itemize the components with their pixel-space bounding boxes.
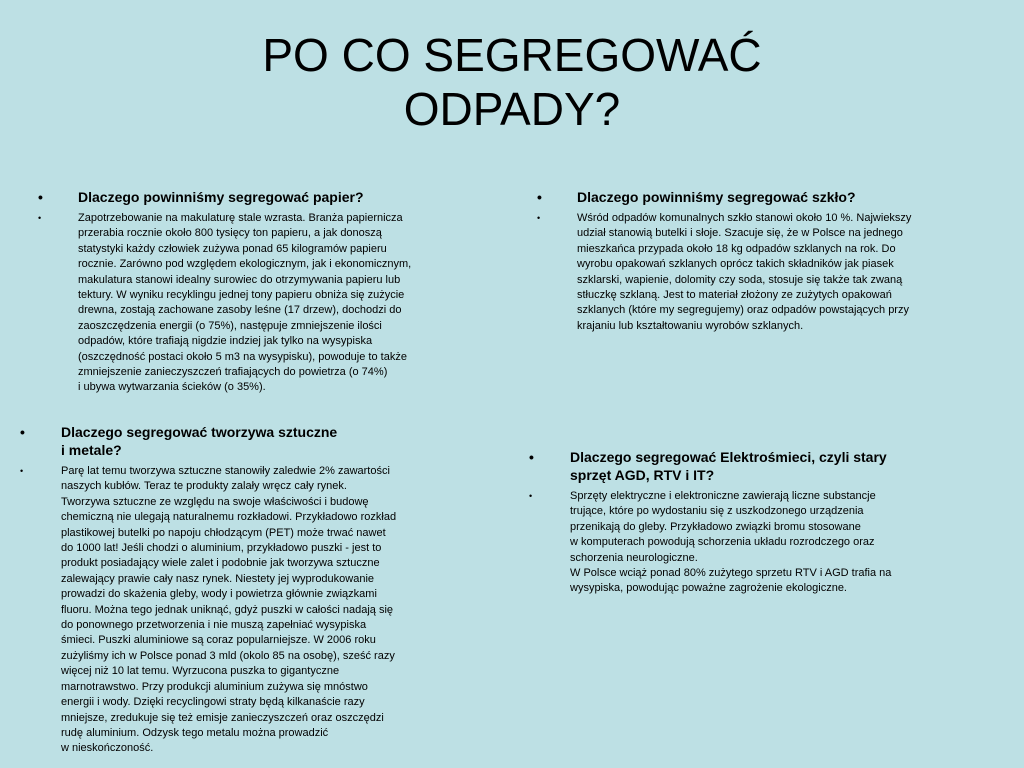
body-lines [61, 464, 460, 757]
body-lines [78, 211, 478, 396]
body-line: mieszkańca przypada około 18 kg odpadów szklanych na rok. Do [577, 242, 896, 255]
bullet-icon: • [20, 466, 24, 476]
bullet-icon: • [537, 189, 542, 205]
heading-line: sprzęt AGD, RTV i IT? [570, 467, 715, 483]
heading-line: Dlaczego segregować tworzywa sztuczne [61, 424, 338, 440]
body-line: zaoszczędzenia energii (o 75%), następuje zmniejszenie ilości [78, 319, 382, 332]
bullet-icon: • [20, 424, 25, 440]
body-line: Wśród odpadów komunalnych szkło stanowi około 10 %. Najwiekszy [577, 212, 912, 224]
body-line: przenikają do gleby. Przykładowo związki bromu stosowane [570, 520, 861, 533]
section-plastic-body [20, 464, 460, 757]
section-paper-body [38, 211, 478, 396]
section-paper [38, 188, 478, 396]
body-line: zużyliśmy ich w Polsce ponad 3 mld (okolo 85 na osobę), sześć razy [61, 649, 395, 662]
body-line: więcej niż 10 lat temu. Wyrzucona puszka to gigantyczne [61, 665, 340, 678]
bullet-icon: • [529, 449, 534, 465]
body-line: szklanych (które my segregujemy) oraz odpadów powstających przy [577, 304, 909, 317]
body-line: zmniejszenie zanieczyszczeń trafiających do powietrza (o 74%) [78, 366, 388, 379]
body-line: szklarski, wapienie, dolomity czy soda, stosuje się także tak zwaną [577, 273, 903, 286]
heading-lines [78, 188, 478, 206]
heading-line: i metale? [61, 442, 122, 458]
body-line: Tworzywa sztuczne ze względu na swoje właściwości i budowę [61, 495, 369, 508]
body-line: mniejsze, zredukuje się też emisje zanieczyszczeń oraz oszczędzi [61, 711, 384, 724]
body-line: odpadów, które trafiają nigdzie indziej jak tylko na wysypiska [78, 335, 373, 348]
heading-line: Dlaczego powinniśmy segregować szkło? [577, 189, 856, 205]
body-line: rocznie. Zarówno pod względem ekologicznym, jak i ekonomicznym, [78, 258, 412, 271]
slide-title-line-1: PO CO SEGREGOWAĆ [262, 29, 762, 81]
body-line: w nieskończoność. [61, 742, 154, 755]
body-lines [570, 489, 979, 597]
body-line: przerabia rocznie około 800 tysięcy ton papieru, a jak donoszą [78, 227, 382, 240]
heading-lines [61, 423, 460, 459]
body-line: schorzenia neurologiczne. [570, 551, 698, 564]
body-line: trujące, które po wydostaniu się z uszkodzonego urządzenia [570, 505, 864, 518]
body-line: produkt posiadający wiele zalet i podobnie jak tworzywa sztuczne [61, 557, 380, 570]
section-electro-body [529, 489, 979, 597]
body-line: śmieci. Puszki aluminiowe są coraz popularniejsze. W 2006 roku [61, 634, 376, 647]
body-line: rudę aluminium. Odzysk tego metalu można prowadzić [61, 726, 329, 739]
heading-lines [577, 188, 977, 206]
body-line: fluoru. Można tego jednak uniknąć, gdyż puszki w całości nadają się [61, 603, 394, 616]
body-line: chemiczną nie ulegają naturalnemu rozkładowi. Przykładowo rozkład [61, 511, 397, 524]
body-line: wyrobu opakowań szklanych oprócz takich składników jak piasek [577, 258, 894, 271]
body-line: plastikowej butelki po napoju chłodzącym (PET) może trwać nawet [61, 526, 386, 539]
body-line: Parę lat temu tworzywa sztuczne stanowiły zaledwie 2% zawartości [61, 465, 390, 477]
body-line: W Polsce wciąż ponad 80% zużytego sprzetu RTV i AGD trafia na [570, 567, 892, 580]
body-line: tektury. W wyniku recyklingu jednej tony papieru obniża się zużycie [78, 289, 405, 302]
body-lines [577, 211, 977, 334]
body-line: drewna, zostają zachowane zasoby leśne (17 drzew), dochodzi do [78, 304, 402, 317]
section-plastic-heading [20, 423, 460, 459]
body-line: wysypiska, powodując poważne zagrożenie ekologiczne. [570, 582, 847, 595]
body-line: do 1000 lat! Jeśli chodzi o aluminium, przykładowo puszki - jest to [61, 542, 382, 555]
body-line: prowadzi do skażenia gleby, wody i powietrza głównie związkami [61, 588, 377, 601]
section-glass [537, 188, 977, 334]
body-line: Sprzęty elektryczne i elektroniczne zawierają liczne substancje [570, 490, 876, 502]
body-line: Zapotrzebowanie na makulaturę stale wzrasta. Branża papiernicza [78, 212, 403, 224]
body-line: w komputerach powodują schorzenia układu rozrodczego oraz [570, 536, 875, 549]
section-glass-heading [537, 188, 977, 206]
body-line: energii i wody. Dzięki recyclingowi straty będą kilkanaście razy [61, 696, 365, 709]
section-paper-heading [38, 188, 478, 206]
body-line: do ponownego przetworzenia i nie muszą zapełniać wysypiska [61, 619, 367, 632]
body-line: udział stanowią butelki i słoje. Szacuje się, że w Polsce na jednego [577, 227, 903, 240]
bullet-icon: • [537, 213, 541, 223]
body-line: makulatura stanowi idealny surowiec do otrzymywania papieru lub [78, 273, 401, 286]
bullet-icon: • [529, 491, 533, 501]
slide-title-line-2: ODPADY? [403, 83, 621, 135]
heading-line: Dlaczego segregować Elektrośmieci, czyli stary [570, 449, 887, 465]
bullet-icon: • [38, 213, 42, 223]
body-line: zalewający prawie cały nasz rynek. Niestety jej wyprodukowanie [61, 572, 375, 585]
body-line: marnotrawstwo. Przy produkcji aluminium zużywa się mnóstwo [61, 680, 368, 693]
slide-title [0, 28, 1024, 136]
body-line: statystyki każdy człowiek zużywa ponad 65 kilogramów papieru [78, 242, 387, 255]
section-plastic-metal [20, 423, 460, 757]
body-line: (oszczędność postaci około 5 m3 na wysypisku), powoduje to także [78, 350, 407, 363]
heading-lines [570, 448, 979, 484]
body-line: naszych kubłów. Teraz te produkty zalały wręcz cały rynek. [61, 480, 347, 493]
bullet-icon: • [38, 189, 43, 205]
section-electro-heading [529, 448, 979, 484]
section-glass-body [537, 211, 977, 334]
heading-line: Dlaczego powinniśmy segregować papier? [78, 189, 364, 205]
body-line: stłuczkę szklaną. Jest to materiał złożony ze zużytych opakowań [577, 289, 892, 302]
body-line: krajaniu lub kształtowaniu wyrobów szklanych. [577, 319, 804, 332]
section-electro-waste [529, 448, 979, 597]
body-line: i ubywa wytwarzania ścieków (o 35%). [78, 381, 266, 394]
